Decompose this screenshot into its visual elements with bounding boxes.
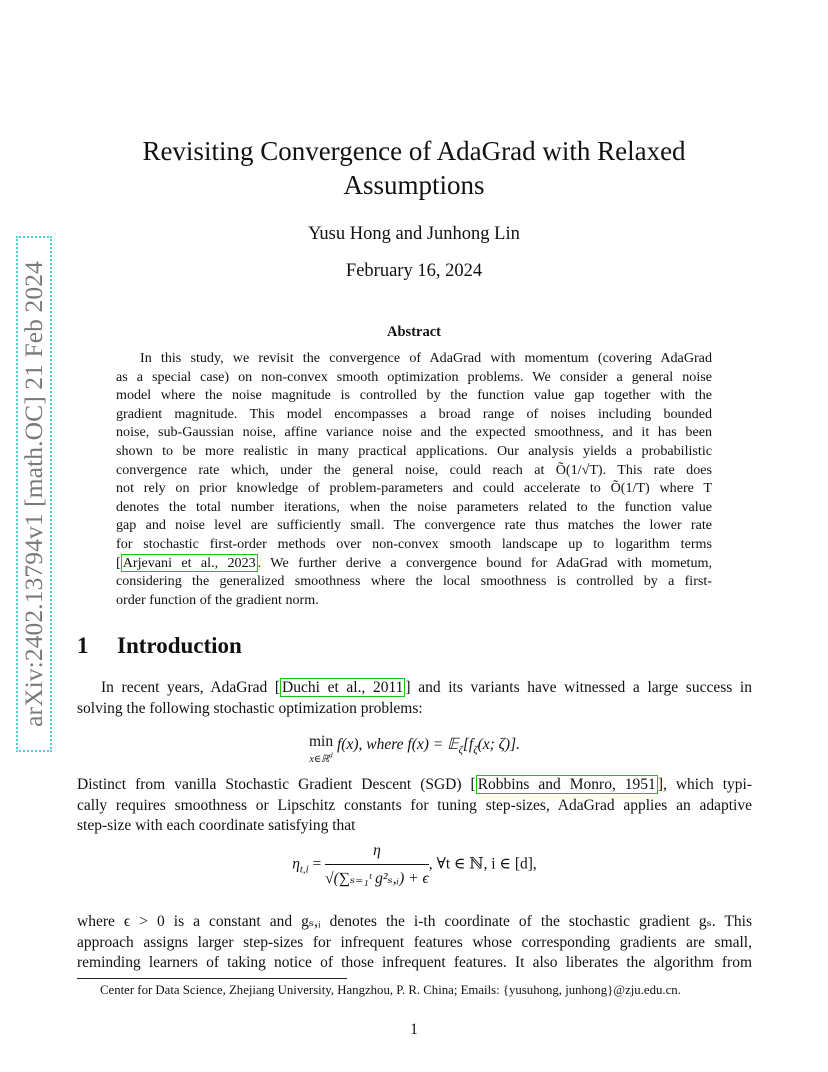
- abstract-heading: Abstract: [387, 324, 441, 340]
- abstract-line: shown to be more realistic in many practical applications. Our analysis yields a probabilistic: [116, 442, 712, 459]
- eq2-lhs-sub: t,i: [299, 863, 309, 876]
- text-line: reminding learners of taking notice of those infrequent features. It also liberates the algorithm from: [77, 954, 752, 972]
- text-line: solving the following stochastic optimization problems:: [77, 699, 423, 717]
- text: In recent years, AdaGrad: [101, 679, 275, 696]
- abstract-line: considering the generalized smoothness where the local smoothness is controlled by a first-: [116, 573, 712, 590]
- section-number: 1: [77, 633, 89, 658]
- footnote: Center for Data Science, Zhejiang University, Hangzhou, P. R. China; Emails: {yusuhong, junhong}@zju.edu.cn.: [100, 983, 681, 997]
- eq2-condition: , ∀t ∈ ℕ, i ∈ [d],: [428, 855, 537, 873]
- abstract-line: noise, sub-Gaussian noise, affine variance noise and the expected smoothness, and it has been: [116, 424, 712, 441]
- text-line: Distinct from vanilla Stochastic Gradient Descent (SGD) [ Robbins and Monro, 1951 ], which typi-: [77, 776, 752, 793]
- eq2-numerator: η: [325, 842, 429, 865]
- intro-paragraph-3: [77, 912, 752, 974]
- text-line: step-size with each coordinate satisfying that: [77, 817, 356, 835]
- equation-2: [77, 842, 752, 888]
- abstract-line: gradient magnitude. This model encompasses a broad range of noises including bounded: [116, 405, 712, 422]
- text-line: where ϵ > 0 is a constant and gₛ,ᵢ denotes the i-th coordinate of the stochastic gradient gₛ. This: [77, 913, 752, 930]
- intro-paragraph-1: [77, 678, 752, 719]
- eq-tail: (x; ζ)].: [477, 736, 520, 753]
- citation-link[interactable]: Arjevani et al., 2023: [122, 554, 256, 571]
- citation-link[interactable]: Robbins and Monro, 1951: [477, 776, 656, 793]
- abstract-line: In this study, we revisit the convergence of AdaGrad with momentum (covering AdaGrad: [140, 350, 712, 366]
- text: Distinct from vanilla Stochastic Gradient Descent (SGD): [77, 776, 471, 793]
- eq2-denominator: √(∑ₛ₌₁ᵗ g²ₛ,ᵢ) + ϵ: [325, 870, 429, 887]
- title-line-1: Revisiting Convergence of AdaGrad with Relaxed: [142, 136, 686, 166]
- abstract-line: gap and noise level are sufficiently small. The convergence rate thus matches the lower rate: [116, 517, 712, 534]
- abstract-text: . We further derive a convergence bound for AdaGrad with mometum,: [257, 554, 712, 571]
- text-line: In recent years, AdaGrad [ Duchi et al., 2011 ] and its variants have witnessed a large success in: [101, 679, 752, 696]
- eq2-equals: =: [312, 855, 322, 873]
- abstract-line: as a special case) on non-convex smooth optimization problems. We consider a general noise: [116, 368, 712, 385]
- abstract-line: model where the noise magnitude is controlled by the function value gap together with the: [116, 387, 712, 404]
- paper-title: [60, 134, 768, 202]
- citation-link[interactable]: Duchi et al., 2011: [282, 679, 404, 696]
- abstract-body: [116, 349, 712, 609]
- date: February 16, 2024: [345, 261, 483, 281]
- eq2-fraction: [325, 842, 429, 888]
- abstract-line: [ Arjevani et al., 2023 . We further derive a convergence bound for AdaGrad with mometum,: [116, 554, 712, 571]
- text: and its variants have witnessed a large success in: [410, 679, 752, 696]
- authors: Yusu Hong and Junhong Lin: [308, 224, 520, 244]
- text-line: approach assigns larger step-sizes for infrequent features whose corresponding gradients are small,: [77, 933, 752, 951]
- title-line-2: Assumptions: [343, 170, 485, 200]
- eq-min: min: [308, 733, 334, 750]
- abstract-line: for stochastic first-order methods over non-convex smooth landscape up to logarithm terms: [116, 535, 712, 552]
- eq2-lhs: η: [292, 855, 300, 873]
- abstract-line: order function of the gradient norm.: [116, 591, 319, 608]
- eq-min-subscript: x∈ℝ$^d$: [309, 752, 333, 766]
- eq-tail: [f: [462, 736, 474, 753]
- intro-paragraph-2: [77, 775, 752, 837]
- page-number: 1: [410, 1021, 418, 1038]
- arxiv-id-text: arXiv:2402.13794v1 [math.OC] 21 Feb 2024: [19, 261, 49, 727]
- text: , which typi-: [662, 776, 752, 793]
- arxiv-sidebar-stamp[interactable]: [16, 236, 52, 752]
- section-heading: [77, 633, 242, 659]
- text-line: cally requires smoothness or Lipschitz constants for tuning step-sizes, AdaGrad applies an adaptive: [77, 796, 752, 814]
- section-title-text: Introduction: [117, 633, 242, 658]
- abstract-line: convergence rate which, under the general noise, could reach at Õ(1/√T). This rate does: [116, 461, 712, 478]
- eq-sub: ζ: [458, 744, 463, 757]
- footnote-rule: [77, 978, 347, 979]
- abstract-line: denotes the total number iterations, when the noise parameters related to the function value: [116, 498, 712, 515]
- equation-1: [77, 735, 752, 767]
- eq-sub: ζ: [473, 744, 478, 757]
- eq-body: f(x), where f(x) = 𝔼: [336, 736, 459, 753]
- abstract-line: not rely on prior knowledge of problem-parameters and could accelerate to Õ(1/T) where T: [116, 480, 712, 497]
